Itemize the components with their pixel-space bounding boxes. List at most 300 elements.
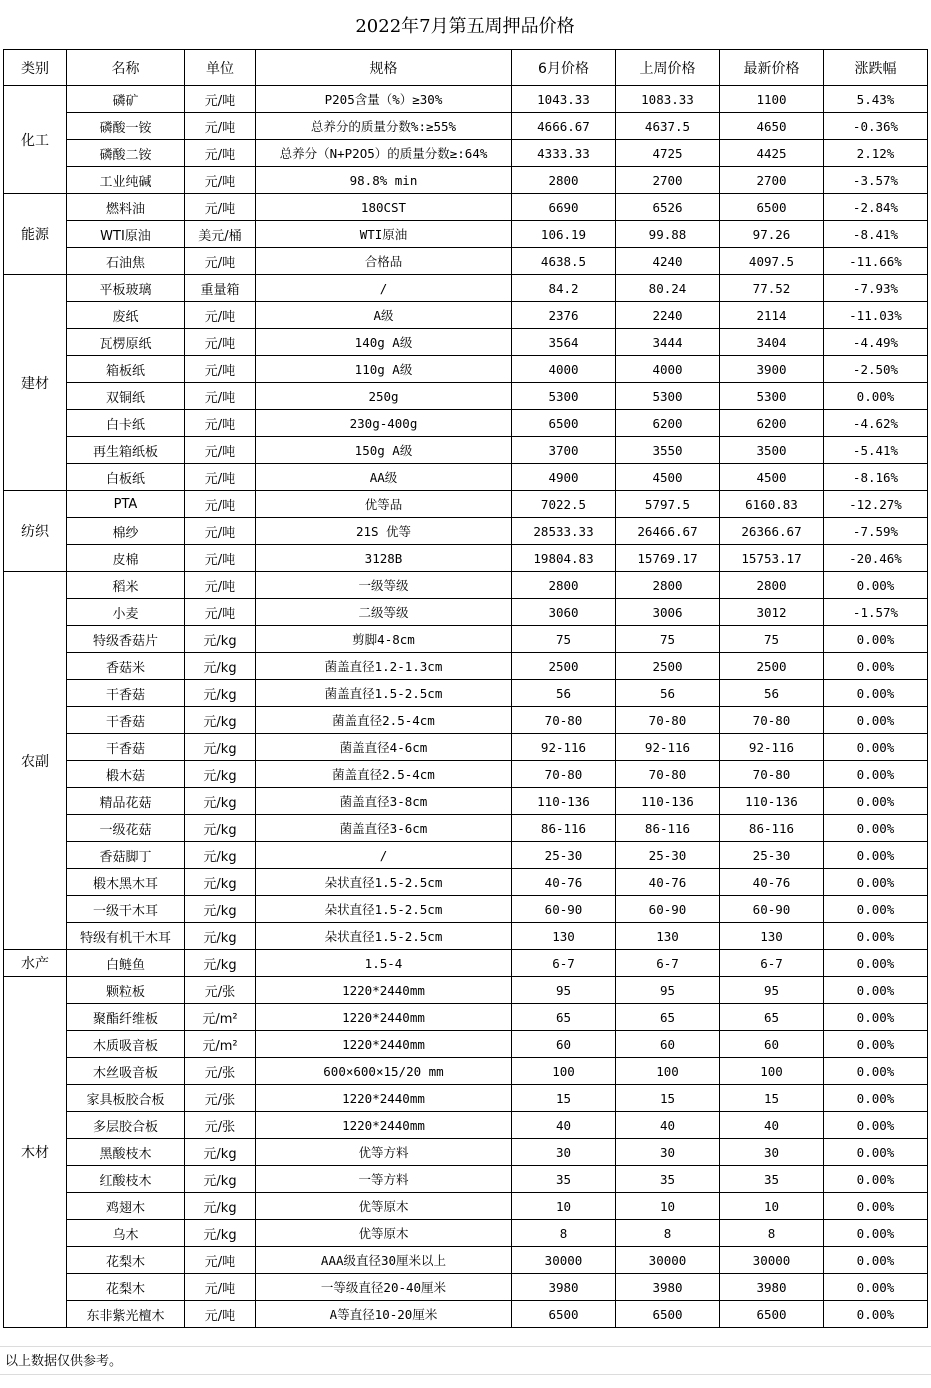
june-price-cell: 2500: [512, 653, 616, 680]
table-row: [4, 221, 928, 248]
change-cell: -8.16%: [824, 464, 928, 491]
table-row: [4, 167, 928, 194]
unit-cell: 元/张: [185, 977, 256, 1004]
table-title: 2022年7月第五周押品价格: [355, 16, 575, 37]
latest-price-cell: 40: [720, 1112, 824, 1139]
footer-note: 以上数据仅供参考。: [5, 1354, 123, 1369]
last-week-price-cell: 1083.33: [616, 86, 720, 113]
change-cell: -4.62%: [824, 410, 928, 437]
june-price-cell: 56: [512, 680, 616, 707]
latest-price-cell: 95: [720, 977, 824, 1004]
spec-cell: 140g A级: [256, 329, 512, 356]
item-name-cell: 红酸枝木: [67, 1166, 185, 1193]
spec-cell: 菌盖直径4-6cm: [256, 734, 512, 761]
june-price-cell: 19804.83: [512, 545, 616, 572]
category-cell: 建材: [4, 275, 67, 491]
spec-cell: 总养分的质量分数%:≥55%: [256, 113, 512, 140]
last-week-price-cell: 60: [616, 1031, 720, 1058]
last-week-price-cell: 4240: [616, 248, 720, 275]
unit-cell: 元/吨: [185, 383, 256, 410]
item-name-cell: 小麦: [67, 599, 185, 626]
item-name-cell: 白板纸: [67, 464, 185, 491]
spec-cell: P205含量（%）≥30%: [256, 86, 512, 113]
unit-cell: 元/kg: [185, 896, 256, 923]
last-week-price-cell: 40: [616, 1112, 720, 1139]
spec-cell: 1.5-4: [256, 950, 512, 977]
june-price-cell: 100: [512, 1058, 616, 1085]
unit-cell: 元/吨: [185, 437, 256, 464]
table-row: [4, 923, 928, 950]
spec-cell: 98.8% min: [256, 167, 512, 194]
spec-cell: 朵状直径1.5-2.5cm: [256, 896, 512, 923]
last-week-price-cell: 2500: [616, 653, 720, 680]
change-cell: 0.00%: [824, 1004, 928, 1031]
last-week-price-cell: 4500: [616, 464, 720, 491]
last-week-price-cell: 10: [616, 1193, 720, 1220]
latest-price-cell: 40-76: [720, 869, 824, 896]
unit-cell: 元/吨: [185, 410, 256, 437]
latest-price-cell: 8: [720, 1220, 824, 1247]
last-week-price-cell: 80.24: [616, 275, 720, 302]
unit-cell: 元/kg: [185, 788, 256, 815]
latest-price-cell: 75: [720, 626, 824, 653]
table-row: [4, 950, 928, 977]
last-week-price-cell: 70-80: [616, 707, 720, 734]
latest-price-cell: 2700: [720, 167, 824, 194]
latest-price-cell: 3900: [720, 356, 824, 383]
latest-price-cell: 92-116: [720, 734, 824, 761]
unit-cell: 元/吨: [185, 86, 256, 113]
latest-price-cell: 110-136: [720, 788, 824, 815]
table-row: [4, 1031, 928, 1058]
unit-cell: 元/kg: [185, 680, 256, 707]
unit-cell: 重量箱: [185, 275, 256, 302]
unit-cell: 元/吨: [185, 572, 256, 599]
table-row: [4, 1139, 928, 1166]
change-cell: 0.00%: [824, 1085, 928, 1112]
table-row: [4, 302, 928, 329]
item-name-cell: 瓦楞原纸: [67, 329, 185, 356]
table-row: [4, 572, 928, 599]
last-week-price-cell: 6526: [616, 194, 720, 221]
spec-cell: 优等原木: [256, 1193, 512, 1220]
change-cell: -1.57%: [824, 599, 928, 626]
item-name-cell: 平板玻璃: [67, 275, 185, 302]
spec-cell: 菌盖直径2.5-4cm: [256, 707, 512, 734]
item-name-cell: 一级花菇: [67, 815, 185, 842]
spec-cell: /: [256, 842, 512, 869]
item-name-cell: 精品花菇: [67, 788, 185, 815]
june-price-cell: 3564: [512, 329, 616, 356]
change-cell: -4.49%: [824, 329, 928, 356]
last-week-price-cell: 56: [616, 680, 720, 707]
spec-cell: 180CST: [256, 194, 512, 221]
item-name-cell: 磷酸一铵: [67, 113, 185, 140]
june-price-cell: 75: [512, 626, 616, 653]
unit-cell: 元/吨: [185, 194, 256, 221]
item-name-cell: 工业纯碱: [67, 167, 185, 194]
change-cell: 0.00%: [824, 653, 928, 680]
last-week-price-cell: 86-116: [616, 815, 720, 842]
item-name-cell: 乌木: [67, 1220, 185, 1247]
last-week-price-cell: 2700: [616, 167, 720, 194]
latest-price-cell: 30000: [720, 1247, 824, 1274]
change-cell: 0.00%: [824, 1058, 928, 1085]
item-name-cell: 一级干木耳: [67, 896, 185, 923]
table-row: [4, 653, 928, 680]
change-cell: 0.00%: [824, 1193, 928, 1220]
spec-cell: 菌盖直径3-6cm: [256, 815, 512, 842]
header-row: [4, 50, 928, 86]
category-cell: 农副: [4, 572, 67, 950]
table-row: [4, 815, 928, 842]
table-body: [4, 86, 928, 1328]
last-week-price-cell: 99.88: [616, 221, 720, 248]
item-name-cell: 磷矿: [67, 86, 185, 113]
june-price-cell: 3060: [512, 599, 616, 626]
item-name-cell: 花梨木: [67, 1247, 185, 1274]
last-week-price-cell: 70-80: [616, 761, 720, 788]
table-row: [4, 1220, 928, 1247]
last-week-price-cell: 6-7: [616, 950, 720, 977]
category-cell: 能源: [4, 194, 67, 275]
change-cell: 0.00%: [824, 734, 928, 761]
june-price-cell: 60: [512, 1031, 616, 1058]
item-name-cell: 聚酯纤维板: [67, 1004, 185, 1031]
change-cell: 0.00%: [824, 383, 928, 410]
last-week-price-cell: 92-116: [616, 734, 720, 761]
latest-price-cell: 5300: [720, 383, 824, 410]
june-price-cell: 30: [512, 1139, 616, 1166]
last-week-price-cell: 100: [616, 1058, 720, 1085]
june-price-cell: 60-90: [512, 896, 616, 923]
item-name-cell: 稻米: [67, 572, 185, 599]
change-cell: -0.36%: [824, 113, 928, 140]
spec-cell: 1220*2440mm: [256, 1085, 512, 1112]
june-price-cell: 25-30: [512, 842, 616, 869]
spec-cell: 250g: [256, 383, 512, 410]
june-price-cell: 40-76: [512, 869, 616, 896]
table-row: [4, 1166, 928, 1193]
unit-cell: 元/kg: [185, 923, 256, 950]
last-week-price-cell: 5797.5: [616, 491, 720, 518]
change-cell: 0.00%: [824, 1274, 928, 1301]
last-week-price-cell: 60-90: [616, 896, 720, 923]
unit-cell: 元/吨: [185, 167, 256, 194]
unit-cell: 元/吨: [185, 113, 256, 140]
last-week-price-cell: 4000: [616, 356, 720, 383]
change-cell: -11.03%: [824, 302, 928, 329]
unit-cell: 元/kg: [185, 653, 256, 680]
spec-cell: 总养分（N+P2O5）的质量分数≥:64%: [256, 140, 512, 167]
spec-cell: 1220*2440mm: [256, 1031, 512, 1058]
table-row: [4, 437, 928, 464]
last-week-price-cell: 30000: [616, 1247, 720, 1274]
change-cell: 0.00%: [824, 950, 928, 977]
item-name-cell: 双铜纸: [67, 383, 185, 410]
june-price-cell: 6500: [512, 1301, 616, 1328]
latest-price-cell: 15: [720, 1085, 824, 1112]
spec-cell: 剪脚4-8cm: [256, 626, 512, 653]
change-cell: 0.00%: [824, 680, 928, 707]
unit-cell: 元/kg: [185, 1193, 256, 1220]
june-price-cell: 130: [512, 923, 616, 950]
spec-cell: 一等级直径20-40厘米: [256, 1274, 512, 1301]
item-name-cell: 白卡纸: [67, 410, 185, 437]
last-week-price-cell: 15: [616, 1085, 720, 1112]
table-row: [4, 464, 928, 491]
june-price-cell: 6500: [512, 410, 616, 437]
june-price-cell: 6-7: [512, 950, 616, 977]
latest-price-cell: 77.52: [720, 275, 824, 302]
unit-cell: 元/kg: [185, 1220, 256, 1247]
spec-cell: 一等方料: [256, 1166, 512, 1193]
item-name-cell: 香菇米: [67, 653, 185, 680]
last-week-price-cell: 3444: [616, 329, 720, 356]
item-name-cell: 干香菇: [67, 680, 185, 707]
change-cell: 0.00%: [824, 626, 928, 653]
latest-price-cell: 6500: [720, 1301, 824, 1328]
unit-cell: 元/kg: [185, 734, 256, 761]
change-cell: 0.00%: [824, 1247, 928, 1274]
change-cell: 0.00%: [824, 842, 928, 869]
change-cell: -11.66%: [824, 248, 928, 275]
latest-price-cell: 65: [720, 1004, 824, 1031]
unit-cell: 美元/桶: [185, 221, 256, 248]
latest-price-cell: 4097.5: [720, 248, 824, 275]
change-cell: 2.12%: [824, 140, 928, 167]
item-name-cell: 椴木黑木耳: [67, 869, 185, 896]
change-cell: 0.00%: [824, 707, 928, 734]
table-row: [4, 869, 928, 896]
spec-cell: 21S 优等: [256, 518, 512, 545]
change-cell: -20.46%: [824, 545, 928, 572]
item-name-cell: 东非紫光檀木: [67, 1301, 185, 1328]
price-table: [3, 49, 928, 1328]
header-unit: 单位: [185, 50, 256, 86]
unit-cell: 元/吨: [185, 248, 256, 275]
change-cell: 0.00%: [824, 896, 928, 923]
item-name-cell: PTA: [67, 491, 185, 518]
june-price-cell: 95: [512, 977, 616, 1004]
spec-cell: 110g A级: [256, 356, 512, 383]
spec-cell: WTI原油: [256, 221, 512, 248]
header-spec: 规格: [256, 50, 512, 86]
table-row: [4, 599, 928, 626]
spec-cell: 优等方料: [256, 1139, 512, 1166]
change-cell: -7.93%: [824, 275, 928, 302]
spec-cell: 3128B: [256, 545, 512, 572]
table-row: [4, 707, 928, 734]
table-row: [4, 626, 928, 653]
june-price-cell: 6690: [512, 194, 616, 221]
item-name-cell: 白鲢鱼: [67, 950, 185, 977]
last-week-price-cell: 3980: [616, 1274, 720, 1301]
latest-price-cell: 100: [720, 1058, 824, 1085]
change-cell: 0.00%: [824, 1139, 928, 1166]
table-row: [4, 1004, 928, 1031]
last-week-price-cell: 2800: [616, 572, 720, 599]
spec-cell: 菌盖直径1.2-1.3cm: [256, 653, 512, 680]
latest-price-cell: 10: [720, 1193, 824, 1220]
june-price-cell: 8: [512, 1220, 616, 1247]
item-name-cell: 箱板纸: [67, 356, 185, 383]
table-row: [4, 842, 928, 869]
latest-price-cell: 56: [720, 680, 824, 707]
unit-cell: 元/吨: [185, 599, 256, 626]
unit-cell: 元/kg: [185, 761, 256, 788]
latest-price-cell: 70-80: [720, 761, 824, 788]
june-price-cell: 5300: [512, 383, 616, 410]
last-week-price-cell: 2240: [616, 302, 720, 329]
june-price-cell: 2800: [512, 572, 616, 599]
june-price-cell: 4638.5: [512, 248, 616, 275]
header-category: 类别: [4, 50, 67, 86]
june-price-cell: 70-80: [512, 761, 616, 788]
last-week-price-cell: 26466.67: [616, 518, 720, 545]
header-change: 涨跌幅: [824, 50, 928, 86]
latest-price-cell: 6160.83: [720, 491, 824, 518]
june-price-cell: 84.2: [512, 275, 616, 302]
table-row: [4, 329, 928, 356]
table-row: [4, 1301, 928, 1328]
spec-cell: 优等原木: [256, 1220, 512, 1247]
table-row: [4, 86, 928, 113]
june-price-cell: 7022.5: [512, 491, 616, 518]
spec-cell: AA级: [256, 464, 512, 491]
change-cell: 5.43%: [824, 86, 928, 113]
unit-cell: 元/张: [185, 1085, 256, 1112]
spec-cell: 朵状直径1.5-2.5cm: [256, 923, 512, 950]
spec-cell: 优等品: [256, 491, 512, 518]
latest-price-cell: 86-116: [720, 815, 824, 842]
spec-cell: 一级等级: [256, 572, 512, 599]
item-name-cell: 香菇脚丁: [67, 842, 185, 869]
latest-price-cell: 15753.17: [720, 545, 824, 572]
unit-cell: 元/吨: [185, 491, 256, 518]
spec-cell: 菌盖直径2.5-4cm: [256, 761, 512, 788]
change-cell: 0.00%: [824, 923, 928, 950]
spec-cell: 230g-400g: [256, 410, 512, 437]
change-cell: -5.41%: [824, 437, 928, 464]
item-name-cell: 家具板胶合板: [67, 1085, 185, 1112]
last-week-price-cell: 75: [616, 626, 720, 653]
item-name-cell: 干香菇: [67, 734, 185, 761]
june-price-cell: 40: [512, 1112, 616, 1139]
unit-cell: 元/kg: [185, 815, 256, 842]
latest-price-cell: 3404: [720, 329, 824, 356]
june-price-cell: 2376: [512, 302, 616, 329]
table-row: [4, 113, 928, 140]
item-name-cell: 再生箱纸板: [67, 437, 185, 464]
item-name-cell: 木丝吸音板: [67, 1058, 185, 1085]
latest-price-cell: 35: [720, 1166, 824, 1193]
header-last-week-price: 上周价格: [616, 50, 720, 86]
item-name-cell: 鸡翅木: [67, 1193, 185, 1220]
last-week-price-cell: 15769.17: [616, 545, 720, 572]
change-cell: 0.00%: [824, 1112, 928, 1139]
spec-cell: 菌盖直径1.5-2.5cm: [256, 680, 512, 707]
change-cell: 0.00%: [824, 572, 928, 599]
item-name-cell: 燃料油: [67, 194, 185, 221]
spec-cell: 1220*2440mm: [256, 1112, 512, 1139]
table-row: [4, 140, 928, 167]
change-cell: 0.00%: [824, 1031, 928, 1058]
last-week-price-cell: 6200: [616, 410, 720, 437]
last-week-price-cell: 6500: [616, 1301, 720, 1328]
latest-price-cell: 4650: [720, 113, 824, 140]
change-cell: 0.00%: [824, 761, 928, 788]
spec-cell: 朵状直径1.5-2.5cm: [256, 869, 512, 896]
unit-cell: 元/张: [185, 1112, 256, 1139]
item-name-cell: 石油焦: [67, 248, 185, 275]
header-name: 名称: [67, 50, 185, 86]
item-name-cell: 干香菇: [67, 707, 185, 734]
change-cell: -8.41%: [824, 221, 928, 248]
last-week-price-cell: 5300: [616, 383, 720, 410]
spec-cell: 菌盖直径3-8cm: [256, 788, 512, 815]
spec-cell: 1220*2440mm: [256, 977, 512, 1004]
unit-cell: 元/吨: [185, 1274, 256, 1301]
june-price-cell: 110-136: [512, 788, 616, 815]
table-row: [4, 734, 928, 761]
table-row: [4, 491, 928, 518]
latest-price-cell: 3500: [720, 437, 824, 464]
latest-price-cell: 6200: [720, 410, 824, 437]
item-name-cell: 棉纱: [67, 518, 185, 545]
table-row: [4, 1085, 928, 1112]
item-name-cell: 磷酸二铵: [67, 140, 185, 167]
june-price-cell: 106.19: [512, 221, 616, 248]
unit-cell: 元/吨: [185, 518, 256, 545]
change-cell: 0.00%: [824, 869, 928, 896]
june-price-cell: 3980: [512, 1274, 616, 1301]
spec-cell: 150g A级: [256, 437, 512, 464]
last-week-price-cell: 95: [616, 977, 720, 1004]
unit-cell: 元/吨: [185, 545, 256, 572]
last-week-price-cell: 65: [616, 1004, 720, 1031]
latest-price-cell: 97.26: [720, 221, 824, 248]
spec-cell: 600×600×15/20 mm: [256, 1058, 512, 1085]
latest-price-cell: 60: [720, 1031, 824, 1058]
latest-price-cell: 60-90: [720, 896, 824, 923]
last-week-price-cell: 30: [616, 1139, 720, 1166]
june-price-cell: 1043.33: [512, 86, 616, 113]
latest-price-cell: 30: [720, 1139, 824, 1166]
item-name-cell: 椴木菇: [67, 761, 185, 788]
unit-cell: 元/kg: [185, 626, 256, 653]
last-week-price-cell: 8: [616, 1220, 720, 1247]
change-cell: 0.00%: [824, 1301, 928, 1328]
unit-cell: 元/吨: [185, 1247, 256, 1274]
spec-cell: AAA级直径30厘米以上: [256, 1247, 512, 1274]
unit-cell: 元/m²: [185, 1031, 256, 1058]
june-price-cell: 28533.33: [512, 518, 616, 545]
latest-price-cell: 6-7: [720, 950, 824, 977]
june-price-cell: 4666.67: [512, 113, 616, 140]
unit-cell: 元/kg: [185, 842, 256, 869]
item-name-cell: 木质吸音板: [67, 1031, 185, 1058]
unit-cell: 元/吨: [185, 464, 256, 491]
spec-cell: A级: [256, 302, 512, 329]
header-latest-price: 最新价格: [720, 50, 824, 86]
latest-price-cell: 2114: [720, 302, 824, 329]
change-cell: 0.00%: [824, 1166, 928, 1193]
item-name-cell: 多层胶合板: [67, 1112, 185, 1139]
category-cell: 纺织: [4, 491, 67, 572]
change-cell: -3.57%: [824, 167, 928, 194]
june-price-cell: 4333.33: [512, 140, 616, 167]
